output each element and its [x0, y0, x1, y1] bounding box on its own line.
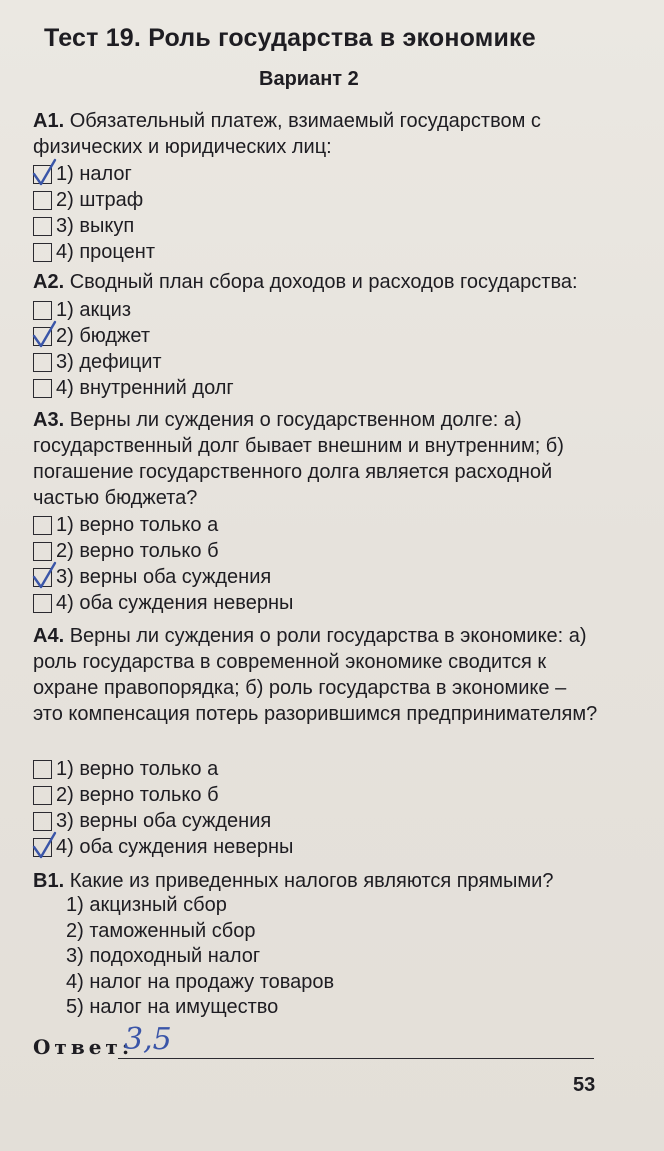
variant-heading: Вариант 2 [259, 68, 359, 90]
question-a1 [33, 108, 598, 160]
option-a2-2[interactable] [33, 323, 150, 349]
option-a1-1[interactable] [33, 161, 132, 187]
option-a3-4[interactable] [33, 590, 293, 616]
answer-line [118, 1058, 594, 1059]
checkbox[interactable] [33, 568, 52, 587]
question-b1 [33, 868, 598, 894]
option-a2-4[interactable] [33, 375, 234, 401]
option-a4-3[interactable] [33, 808, 271, 834]
checkbox[interactable] [33, 353, 52, 372]
question-number: A2. [33, 271, 65, 293]
checkbox[interactable] [33, 516, 52, 535]
option-a4-1[interactable] [33, 756, 218, 782]
checkbox[interactable] [33, 379, 52, 398]
option-label: 1) верно только а [56, 758, 219, 780]
question-text: Какие из приведенных налогов являются прямыми? [69, 870, 554, 892]
checkbox[interactable] [33, 243, 52, 262]
checkbox[interactable] [33, 812, 52, 831]
handwritten-answer[interactable]: 3,5 [124, 1022, 172, 1057]
option-label: 4) оба суждения неверны [56, 836, 294, 858]
option-a3-1[interactable] [33, 512, 218, 538]
checkbox[interactable] [33, 838, 52, 857]
option-a4-2[interactable] [33, 782, 219, 808]
option-label: 3) верны оба суждения [56, 810, 272, 832]
question-a2 [33, 269, 598, 295]
question-text: Верны ли суждения о роли государства в экономике: а) роль государства в современной экономике сводится к охране правопорядка; б) роль государства в экономике – это компенсация потерь разорившимся предпринимателям? [33, 625, 598, 725]
checkbox[interactable] [33, 327, 52, 346]
option-a2-3[interactable] [33, 349, 162, 375]
list-item: 2) таможенный сбор [66, 919, 256, 942]
option-label: 4) оба суждения неверны [56, 592, 294, 614]
checkbox[interactable] [33, 594, 52, 613]
checkbox[interactable] [33, 165, 52, 184]
checkbox[interactable] [33, 217, 52, 236]
option-label: 2) верно только б [56, 784, 219, 806]
list-item: 1) акцизный сбор [66, 894, 227, 916]
option-label: 3) верны оба суждения [56, 566, 272, 588]
option-label: 1) налог [56, 163, 132, 185]
option-label: 2) верно только б [56, 540, 219, 562]
question-number: A1. [33, 110, 65, 132]
option-label: 1) акциз [56, 299, 132, 321]
question-text: Обязательный платеж, взимаемый государством с физических и юридических лиц: [33, 110, 541, 158]
option-a3-3[interactable] [33, 564, 271, 590]
option-label: 4) внутренний долг [56, 377, 234, 399]
option-label: 3) дефицит [56, 351, 162, 373]
checkbox[interactable] [33, 301, 52, 320]
checkbox[interactable] [33, 760, 52, 779]
page-number: 53 [573, 1074, 596, 1096]
option-a1-3[interactable] [33, 213, 134, 239]
option-a4-4[interactable] [33, 834, 293, 860]
answer-label: Ответ: [33, 1035, 134, 1059]
option-label: 4) процент [56, 241, 155, 263]
question-number: A4. [33, 625, 65, 647]
option-a3-2[interactable] [33, 538, 219, 564]
question-text: Верны ли суждения о государственном долге: а) государственный долг бывает внешним и внутренним; б) погашение государственного долга является расходной частью бюджета? [33, 409, 564, 509]
checkmark-icon [31, 831, 59, 861]
b1-item-list [66, 893, 334, 1021]
question-number: A3. [33, 409, 65, 431]
option-label: 3) выкуп [56, 215, 135, 237]
list-item: 5) налог на имущество [66, 996, 279, 1018]
page-title: Тест 19. Роль государства в экономике [44, 24, 536, 52]
list-item: 3) подоходный налог [66, 945, 261, 967]
option-label: 2) бюджет [56, 325, 151, 347]
checkmark-icon [31, 561, 59, 591]
option-a1-2[interactable] [33, 187, 143, 213]
option-label: 2) штраф [56, 189, 144, 211]
checkmark-icon [31, 158, 59, 188]
checkbox[interactable] [33, 191, 52, 210]
list-item: 4) налог на продажу товаров [66, 970, 335, 993]
option-label: 1) верно только а [56, 514, 219, 536]
option-a1-4[interactable] [33, 239, 155, 265]
question-a3 [33, 407, 598, 511]
checkbox[interactable] [33, 786, 52, 805]
checkmark-icon [31, 320, 59, 350]
question-text: Сводный план сбора доходов и расходов государства: [69, 271, 578, 293]
question-a4 [33, 623, 598, 727]
checkbox[interactable] [33, 542, 52, 561]
question-number: B1. [33, 870, 65, 892]
